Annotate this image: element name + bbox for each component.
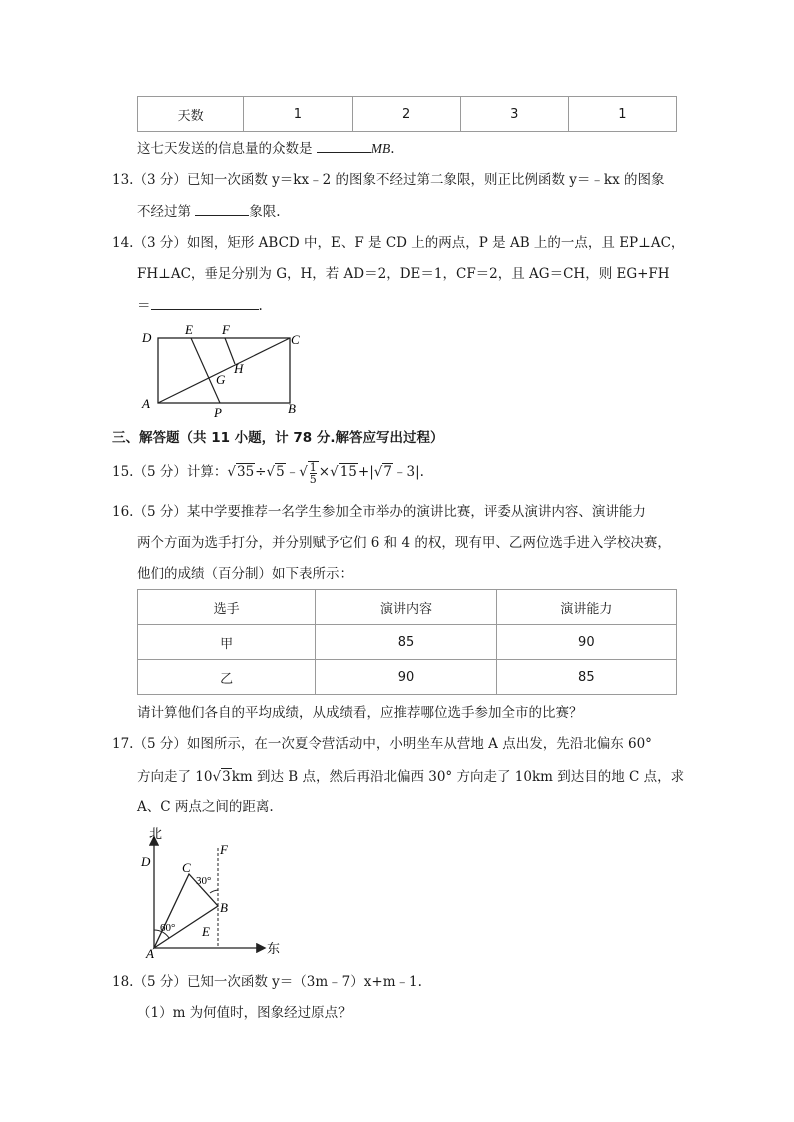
q17-line3: A、C 两点之间的距离. xyxy=(137,799,274,815)
label-d: D xyxy=(142,330,152,345)
label-angle-30: 30° xyxy=(196,875,212,887)
diagonal-ac xyxy=(158,338,290,403)
table-header: 演讲内容 xyxy=(316,590,496,625)
label-a: A xyxy=(146,946,154,961)
label-h: H xyxy=(234,361,244,376)
q13-line1: 13.（3 分）已知一次函数 y＝kx﹣2 的图象不经过第二象限，则正比例函数 y＝﹣kx 的图象 xyxy=(112,172,665,188)
direction-figure xyxy=(136,826,296,962)
sqrt-sign: √ xyxy=(212,769,222,785)
label-g: G xyxy=(216,372,226,387)
q17-line1: 17.（5 分）如图所示，在一次夏令营活动中，小明坐车从营地 A 点出发，先沿北偏东 60° xyxy=(112,736,652,752)
q16-line2: 两个方面为选手打分，并分别赋予它们 6 和 4 的权，现有甲、乙两位选手进入学校决赛， xyxy=(137,535,671,551)
table-cell: 3 xyxy=(460,97,568,132)
score-table xyxy=(137,589,677,695)
table-cell: 2 xyxy=(352,97,460,132)
q16-after: 请计算他们各自的平均成绩，从成绩看，应推荐哪位选手参加全市的比赛？ xyxy=(137,705,583,721)
q14-line3: ＝ . xyxy=(137,295,263,316)
sqrt-sign: √ xyxy=(227,464,236,480)
table-cell: 乙 xyxy=(138,660,316,695)
q16-line3: 他们的成绩（百分制）如下表所示： xyxy=(137,566,353,582)
table-row xyxy=(138,625,677,660)
label-f: F xyxy=(220,842,228,857)
label-angle-60: 60° xyxy=(160,922,176,934)
table-cell: 85 xyxy=(316,625,496,660)
table-cell: 1 xyxy=(568,97,676,132)
sqrt-sign: √ xyxy=(266,464,276,480)
q18-line1: 18.（5 分）已知一次函数 y＝（3m﹣7）x+m﹣1. xyxy=(112,974,422,990)
answer-blank xyxy=(195,201,249,216)
label-b: B xyxy=(288,401,296,416)
label-b: B xyxy=(220,900,228,915)
q15-line: 15.（5 分）计算：√35÷√5﹣√ $\frac{1}{5}$ ×√15+|√7﹣3|. xyxy=(112,460,424,486)
sqrt-sign: √ xyxy=(299,464,308,480)
answer-blank xyxy=(151,295,259,310)
table-row xyxy=(138,660,677,695)
q18-sub1: （1）m 为何值时，图象经过原点？ xyxy=(137,1005,352,1021)
q12-tail: 这七天发送的信息量的众数是 MB. xyxy=(137,138,395,159)
table-cell: 天数 xyxy=(138,97,244,132)
table-cell: 90 xyxy=(316,660,496,695)
table-cell: 甲 xyxy=(138,625,316,660)
q17-line2: 方向走了 10√3km 到达 B 点，然后再沿北偏西 30° 方向走了 10km 到达目的地 C 点，求 xyxy=(137,769,685,785)
label-e: E xyxy=(185,322,193,337)
table-cell: 90 xyxy=(496,625,676,660)
label-p: P xyxy=(214,405,222,420)
label-east: 东 xyxy=(267,942,281,957)
label-c: C xyxy=(291,332,300,347)
table-header: 选手 xyxy=(138,590,316,625)
q14-line2: FH⊥AC，垂足分别为 G，H，若 AD＝2，DE＝1，CF＝2，且 AG＝CH，则 EG+FH xyxy=(137,266,670,282)
label-e: E xyxy=(202,924,210,939)
segment-ep xyxy=(191,338,220,403)
table-cell: 1 xyxy=(244,97,352,132)
label-c: C xyxy=(182,860,191,875)
rectangle-figure xyxy=(138,320,308,420)
table-header: 演讲能力 xyxy=(496,590,676,625)
sqrt-sign: √ xyxy=(330,464,339,480)
frequency-table xyxy=(137,96,677,132)
label-north: 北 xyxy=(149,827,163,842)
label-f: F xyxy=(222,322,230,337)
table-cell: 85 xyxy=(496,660,676,695)
label-a: A xyxy=(142,396,150,411)
q14-line1: 14.（3 分）如图，矩形 ABCD 中，E、F 是 CD 上的两点，P 是 AB 上的一点，且 EP⊥AC， xyxy=(112,235,685,251)
label-d: D xyxy=(141,854,151,869)
fraction: $\frac{1}{5}$ xyxy=(309,460,317,486)
section-title: 三、解答题（共 11 小题，计 78 分.解答应写出过程） xyxy=(112,430,444,446)
angle-arc-30 xyxy=(210,890,218,893)
answer-blank xyxy=(317,138,371,153)
q13-line2: 不经过第 象限. xyxy=(137,201,281,222)
sqrt-sign: √ xyxy=(373,464,383,480)
q16-line1: 16.（5 分）某中学要推荐一名学生参加全市举办的演讲比赛，评委从演讲内容、演讲能力 xyxy=(112,504,646,520)
